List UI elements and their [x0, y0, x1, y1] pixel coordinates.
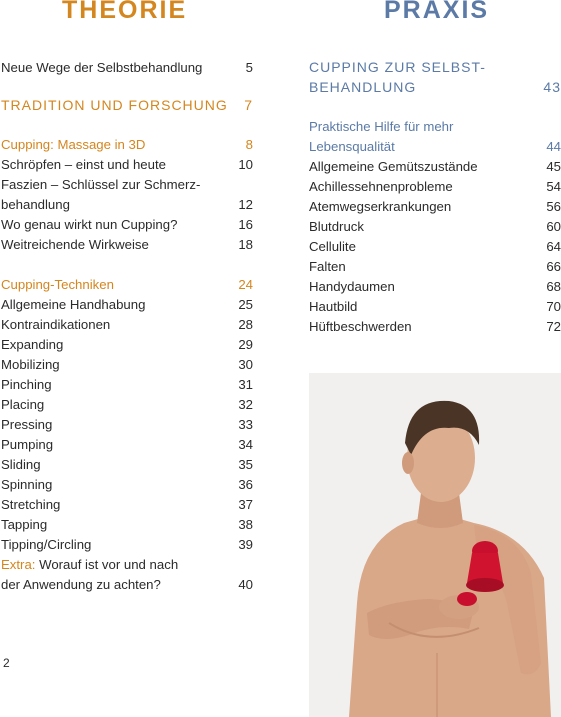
toc-entry-page: 10 [238, 157, 253, 172]
toc-entry-label: Placing [1, 397, 45, 412]
toc-entry-page: 18 [238, 237, 253, 252]
praxis-toc [309, 57, 561, 337]
toc-entry-label: Cellulite [309, 239, 356, 254]
tradition-entry[interactable] [1, 215, 253, 235]
toc-entry-extra[interactable] [1, 555, 253, 575]
toc-entry-extra-cont[interactable] [1, 575, 253, 595]
praxis-heading: PRAXIS [384, 0, 490, 24]
toc-entry-intro[interactable] [1, 58, 253, 78]
toc-entry-label: Handydaumen [309, 279, 395, 294]
toc-entry-label: Expanding [1, 337, 64, 352]
toc-sub-page: 8 [245, 137, 253, 152]
toc-entry-label: Pressing [1, 417, 53, 432]
toc-entry-page: 64 [546, 239, 561, 254]
toc-entry-label: Blutdruck [309, 219, 364, 234]
technik-entry[interactable] [1, 295, 253, 315]
extra-line1: Worauf ist vor und nach [39, 557, 179, 572]
technik-entry[interactable] [1, 475, 253, 495]
toc-section-cupping-selbst[interactable] [309, 57, 561, 77]
toc-entry-label: Spinning [1, 477, 53, 492]
praxis-entry[interactable] [309, 197, 561, 217]
toc-entry-page: 25 [238, 297, 253, 312]
toc-entry-label: Allgemeine Handhabung [1, 297, 146, 312]
toc-sub-page: 44 [546, 139, 561, 154]
toc-entry-label: Allgemeine Gemütszustände [309, 159, 478, 174]
praxis-entry[interactable] [309, 317, 561, 337]
technik-entry[interactable] [1, 415, 253, 435]
toc-entry-page: 56 [546, 199, 561, 214]
toc-entry-label: Tipping/Circling [1, 537, 92, 552]
toc-entry-label: Mobilizing [1, 357, 60, 372]
tradition-entry[interactable] [1, 155, 253, 175]
extra-line2: der Anwendung zu achten? [1, 577, 161, 592]
toc-entry-label: Hüftbeschwerden [309, 319, 412, 334]
toc-entry-label: Tapping [1, 517, 48, 532]
technik-entry[interactable] [1, 455, 253, 475]
toc-entry-page: 68 [546, 279, 561, 294]
technik-entry[interactable] [1, 315, 253, 335]
extra-label: Extra: [1, 557, 36, 572]
praxis-entry[interactable] [309, 177, 561, 197]
toc-sub-cupping-massage[interactable] [1, 135, 253, 155]
toc-section-label-line1: CUPPING ZUR SELBST- [309, 59, 486, 75]
toc-list-tradition [1, 155, 253, 255]
toc-list-praxis [309, 157, 561, 337]
toc-list-techniken [1, 295, 253, 555]
tradition-entry[interactable] [1, 195, 253, 215]
toc-sub-praktische-hilfe-cont[interactable] [309, 137, 561, 157]
toc-entry-label: Achillessehnenprobleme [309, 179, 453, 194]
toc-entry-page: 37 [238, 497, 253, 512]
toc-entry-page: 12 [238, 197, 253, 212]
theorie-heading: THEORIE [62, 0, 188, 24]
toc-entry-label: Schröpfen – einst und heute [1, 157, 166, 172]
toc-entry-page: 45 [546, 159, 561, 174]
toc-entry-page: 16 [238, 217, 253, 232]
toc-entry-page: 60 [546, 219, 561, 234]
toc-entry-label: Faszien – Schlüssel zur Schmerz- [1, 177, 201, 192]
toc-entry-page: 34 [238, 437, 253, 452]
technik-entry[interactable] [1, 375, 253, 395]
theorie-toc [1, 58, 253, 595]
toc-entry-page: 35 [238, 457, 253, 472]
tradition-entry[interactable] [1, 235, 253, 255]
toc-sub-label-line2: Lebensqualität [309, 139, 395, 154]
praxis-entry[interactable] [309, 257, 561, 277]
toc-sub-label-line1: Praktische Hilfe für mehr [309, 119, 454, 134]
praxis-entry[interactable] [309, 157, 561, 177]
praxis-entry[interactable] [309, 217, 561, 237]
technik-entry[interactable] [1, 355, 253, 375]
toc-entry-page: 29 [238, 337, 253, 352]
toc-entry-label: Wo genau wirkt nun Cupping? [1, 217, 178, 232]
tradition-entry[interactable] [1, 175, 253, 195]
toc-entry-page: 28 [238, 317, 253, 332]
toc-entry-label: Neue Wege der Selbstbehandlung [1, 60, 203, 75]
toc-section-page: 43 [543, 79, 561, 95]
toc-entry-page: 54 [546, 179, 561, 194]
toc-entry-label: Falten [309, 259, 346, 274]
praxis-entry[interactable] [309, 297, 561, 317]
toc-entry-page: 38 [238, 517, 253, 532]
technik-entry[interactable] [1, 435, 253, 455]
technik-entry[interactable] [1, 495, 253, 515]
technik-entry[interactable] [1, 515, 253, 535]
toc-sub-page: 24 [238, 277, 253, 292]
toc-entry-label: Sliding [1, 457, 41, 472]
toc-sub-cupping-techniken[interactable] [1, 275, 253, 295]
toc-entry-label: behandlung [1, 197, 70, 212]
toc-section-page: 7 [244, 97, 253, 113]
toc-entry-page: 66 [546, 259, 561, 274]
toc-entry-page: 39 [238, 537, 253, 552]
page-number: 2 [3, 656, 10, 670]
toc-sub-label: Cupping-Techniken [1, 277, 114, 292]
toc-entry-page: 72 [546, 319, 561, 334]
toc-entry-page: 70 [546, 299, 561, 314]
toc-sub-label: Cupping: Massage in 3D [1, 137, 146, 152]
toc-entry-page: 33 [238, 417, 253, 432]
toc-entry-page: 31 [238, 377, 253, 392]
toc-entry-label: Kontraindikationen [1, 317, 111, 332]
toc-section-tradition[interactable] [1, 98, 253, 115]
toc-entry-page: 5 [245, 60, 253, 75]
toc-entry-label: Weitreichende Wirkweise [1, 237, 149, 252]
praxis-entry[interactable] [309, 277, 561, 297]
toc-entry-page: 30 [238, 357, 253, 372]
toc-entry-label: Pinching [1, 377, 52, 392]
praxis-entry[interactable] [309, 237, 561, 257]
technik-entry[interactable] [1, 395, 253, 415]
toc-entry-page: 32 [238, 397, 253, 412]
toc-entry-page: 40 [238, 577, 253, 592]
cupping-photo [309, 373, 561, 717]
toc-entry-label: Atemwegserkrankungen [309, 199, 452, 214]
toc-section-cupping-selbst-cont[interactable] [309, 77, 561, 97]
technik-entry[interactable] [1, 335, 253, 355]
toc-entry-label: Pumping [1, 437, 54, 452]
toc-section-label-line2: BEHANDLUNG [309, 79, 417, 95]
toc-entry-page: 36 [238, 477, 253, 492]
toc-section-label: TRADITION UND FORSCHUNG [1, 97, 228, 113]
toc-sub-praktische-hilfe[interactable] [309, 117, 561, 137]
toc-entry-label: Stretching [1, 497, 61, 512]
technik-entry[interactable] [1, 535, 253, 555]
man-cupping-illustration [309, 373, 561, 717]
toc-entry-label: Hautbild [309, 299, 358, 314]
